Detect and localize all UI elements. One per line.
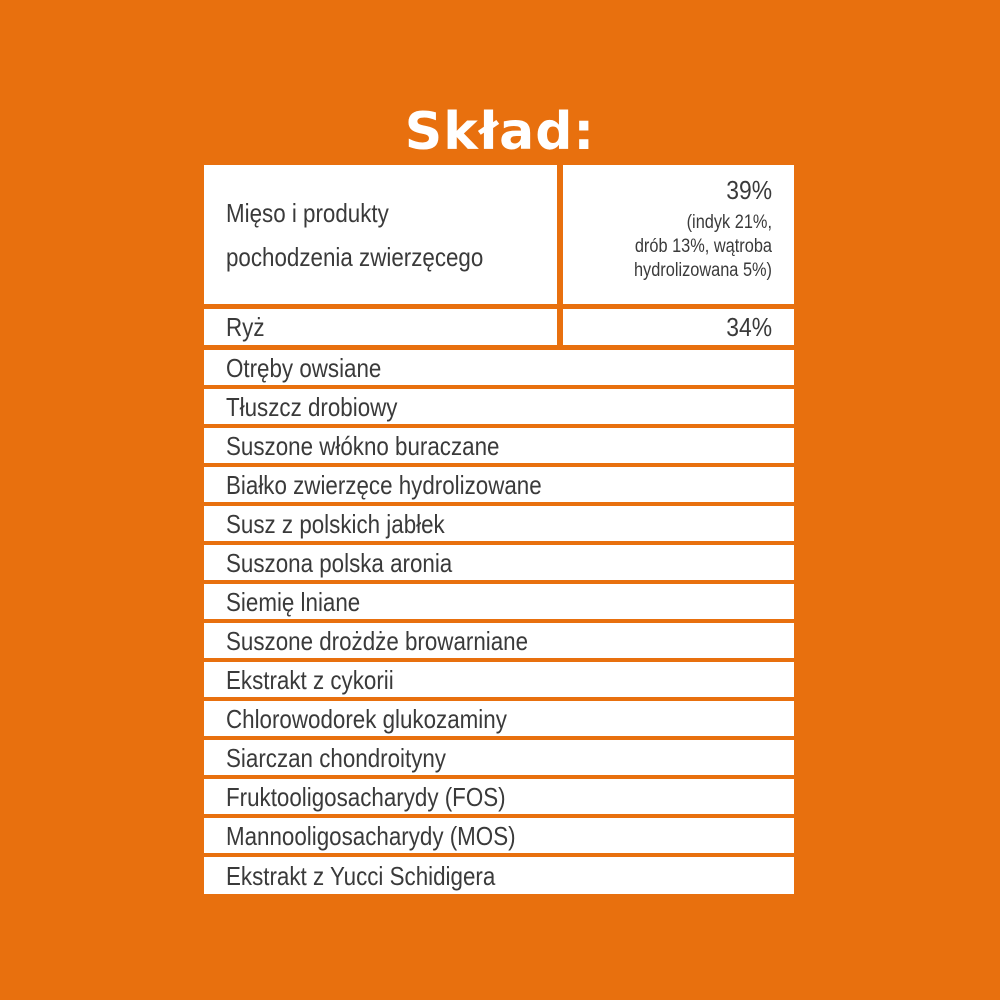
table-row xyxy=(204,818,794,853)
table-row xyxy=(204,662,794,697)
ingredient-cell-meat xyxy=(204,165,557,304)
table-row xyxy=(204,701,794,736)
table-row xyxy=(204,857,794,894)
percent-detail-line: drób 13%, wątroba xyxy=(634,236,772,257)
table-row xyxy=(204,584,794,619)
ingredient-percent: 34% xyxy=(726,312,772,342)
ingredient-name: Ryż xyxy=(226,312,265,342)
table-row xyxy=(204,389,794,424)
page-title: Skład: xyxy=(404,102,596,162)
percent-cell-meat xyxy=(563,165,794,304)
ingredient-name: Otręby owsiane xyxy=(226,352,382,383)
table-row xyxy=(204,350,794,385)
ingredient-name: Susz z polskich jabłek xyxy=(226,508,445,539)
ingredient-name: Suszone drożdże browarniane xyxy=(226,625,529,656)
table-row xyxy=(204,740,794,775)
ingredient-name: Fruktooligosacharydy (FOS) xyxy=(226,781,506,812)
table-row xyxy=(204,506,794,541)
table-row xyxy=(204,545,794,580)
ingredient-name: Białko zwierzęce hydrolizowane xyxy=(226,469,542,500)
ingredient-name: Siemię lniane xyxy=(226,586,361,617)
ingredient-name: Ekstrakt z Yucci Schidigera xyxy=(226,860,496,891)
ingredient-percent: 39% xyxy=(726,175,772,205)
table-row xyxy=(204,467,794,502)
percent-detail-line: hydrolizowana 5%) xyxy=(633,260,772,281)
table-row xyxy=(204,623,794,658)
ingredient-cell-rice xyxy=(204,309,557,345)
ingredient-name: Tłuszcz drobiowy xyxy=(226,391,398,422)
ingredient-name: Chlorowodorek glukozaminy xyxy=(226,703,507,734)
ingredient-name: Suszona polska aronia xyxy=(226,547,453,578)
table-row xyxy=(204,779,794,814)
ingredient-name: Mannooligosacharydy (MOS) xyxy=(226,820,516,851)
ingredient-name: Ekstrakt z cykorii xyxy=(226,664,394,695)
ingredient-name: Mięso i produkty pochodzenia zwierzęcego xyxy=(226,197,484,272)
ingredient-name: Suszone włókno buraczane xyxy=(226,430,500,461)
table-row xyxy=(204,428,794,463)
percent-cell-rice xyxy=(563,309,794,345)
percent-detail-line: (indyk 21%, xyxy=(686,212,772,233)
ingredient-name: Siarczan chondroityny xyxy=(226,742,446,773)
